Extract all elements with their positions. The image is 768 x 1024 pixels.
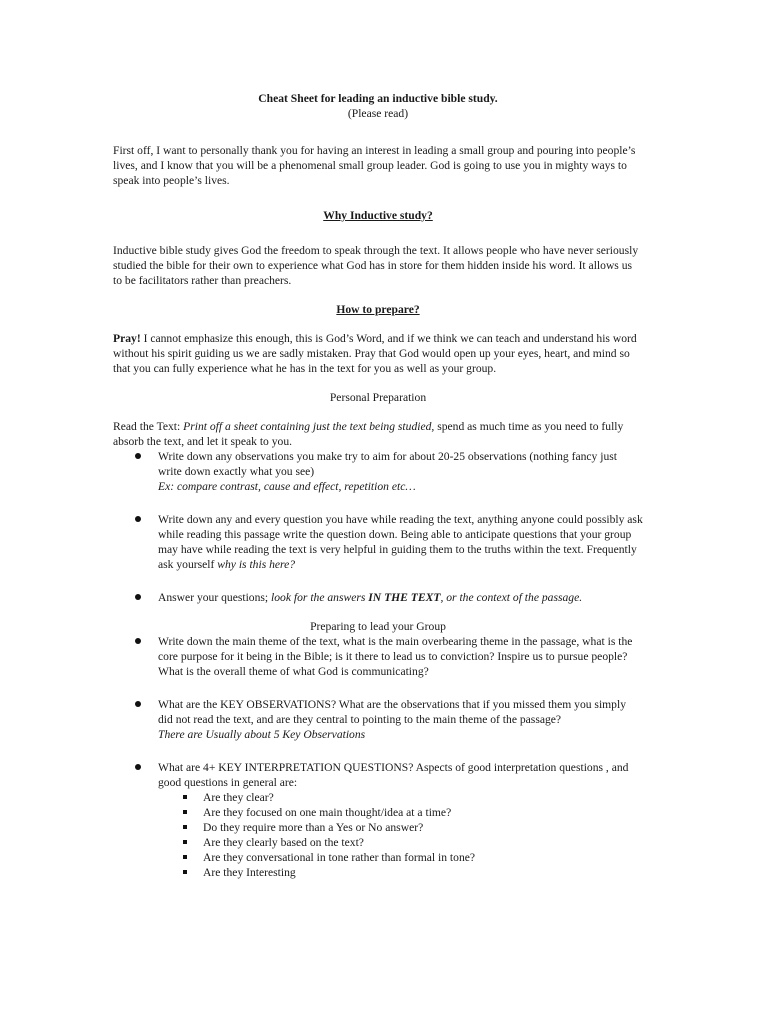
list-item xyxy=(113,697,643,742)
sub-list-item: Are they Interesting xyxy=(158,865,643,880)
document-subtitle: (Please read) xyxy=(347,107,409,120)
intro-paragraph: First off, I want to personally thank you for having an interest in leading a small group and pouring into people’s lives, and I know that you will be a phenomenal small group leader. God is going to use you in mighty ways to speak into people’s lives. xyxy=(113,144,636,187)
list-item xyxy=(113,449,643,494)
read-text-paragraph xyxy=(113,419,643,449)
personal-bullet-list xyxy=(113,449,643,605)
why-paragraph: Inductive bible study gives God the freedom to speak through the text. It allows people who have never seriously studied the bible for their own to experience what God has in store for them hidden inside his word. It allows us to be facilitators rather than preachers. xyxy=(113,244,639,287)
interpretation-sub-list xyxy=(158,790,643,880)
read-text-suffix: spend as much time as you need to fully absorb the text, and let it speak to you. xyxy=(113,420,624,448)
read-text-italic: Print off a sheet containing just the text being studied, xyxy=(183,420,435,433)
answer-bullet-bold: IN THE TEXT xyxy=(368,591,441,604)
group-bullet-list xyxy=(113,634,643,880)
list-item xyxy=(113,512,643,572)
group-heading: Preparing to lead your Group xyxy=(310,620,446,633)
theme-bullet-text: Write down the main theme of the text, what is the main overbearing theme in the passage, what is the core purpose for it being in the Bible; is it there to lead us to conviction? Inspire us to pursue people? What is the overall theme of what God is communicating? xyxy=(158,635,633,678)
questions-bullet-text: Write down any and every question you have while reading the text, anything anyone could possibly ask while reading this passage write the question down. Being able to anticipate questions that your group may have while reading the text is very helpful in guiding them to the truths within the text. Frequently ask yourself xyxy=(158,513,643,571)
key-observations-italic: There are Usually about 5 Key Observations xyxy=(158,728,366,741)
list-item xyxy=(113,760,643,880)
questions-bullet-italic: why is this here? xyxy=(217,558,296,571)
pray-paragraph xyxy=(113,331,643,376)
answer-bullet-prefix: Answer your questions; xyxy=(158,591,272,604)
document-title: Cheat Sheet for leading an inductive bible study. xyxy=(258,92,498,105)
why-heading: Why Inductive study? xyxy=(323,209,433,222)
document-page xyxy=(113,91,643,880)
pray-text: I cannot emphasize this enough, this is God’s Word, and if we think we can teach and understand his word without his spirit guiding us we are sadly mistaken. Pray that God would open up your eyes, heart, and mind so that you can fully experience what he has in the text for you as well as your group. xyxy=(113,332,637,375)
read-text-prefix: Read the Text: xyxy=(113,420,184,433)
sub-list-item: Are they conversational in tone rather than formal in tone? xyxy=(158,850,643,865)
answer-bullet-italic: look for the answers xyxy=(271,591,369,604)
how-heading: How to prepare? xyxy=(336,303,420,316)
sub-list-item: Are they clear? xyxy=(158,790,643,805)
list-item xyxy=(113,634,643,679)
sub-list-item: Are they focused on one main thought/idea at a time? xyxy=(158,805,643,820)
personal-heading: Personal Preparation xyxy=(329,391,427,404)
sub-list-item: Are they clearly based on the text? xyxy=(158,835,643,850)
observation-example: Ex: compare contrast, cause and effect, repetition etc… xyxy=(158,480,416,493)
sub-list-item: Do they require more than a Yes or No answer? xyxy=(158,820,643,835)
list-item xyxy=(113,590,643,605)
answer-bullet-italic-end: , or the context of the passage. xyxy=(440,591,583,604)
observation-bullet-text: Write down any observations you make try to aim for about 20-25 observations (nothing fancy just write down exactly what you see) xyxy=(158,450,618,478)
key-observations-text: What are the KEY OBSERVATIONS? What are the observations that if you missed them you simply did not read the text, and are they central to pointing to the main theme of the passage? xyxy=(158,698,626,726)
pray-bold: Pray! xyxy=(113,332,141,345)
interpretation-questions-text: What are 4+ KEY INTERPRETATION QUESTIONS? Aspects of good interpretation questions , and good questions in general are: xyxy=(158,761,629,789)
